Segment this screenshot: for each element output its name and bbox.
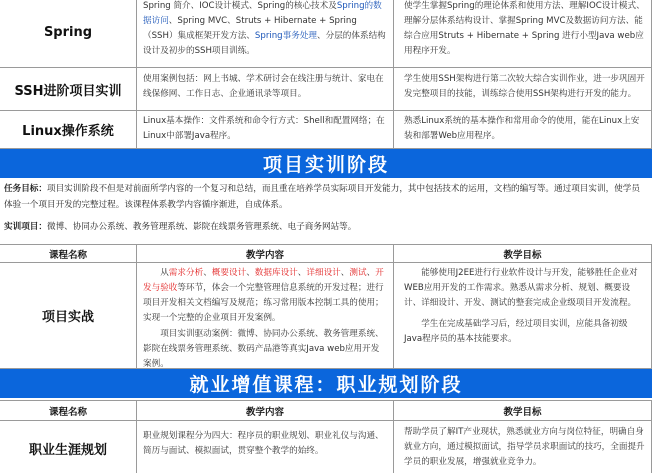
header-label: 课程名称 — [48, 406, 87, 418]
content-text-segment: 、 — [340, 268, 350, 278]
course-goal-text: 帮助学员了解IT产业现状，熟悉就业方向与岗位特征，明确自身就业方向，通过模拟面试，指导学员求职面试的技巧，全面提升学员的职业发展，增强就业竞争力。 — [404, 427, 645, 467]
content-text-segment: 、 — [366, 268, 376, 278]
header-content — [136, 244, 394, 263]
content-text-segment: 、Spring MVC、Struts + Hibernate + Spring（SSH）集成框架开发方法、 — [143, 16, 357, 41]
header-goal — [393, 244, 652, 263]
task-goal-text: 项目实训阶段不但是对前面所学内容的一个复习和总结，而且重在培养学员实际项目开发能力，其中包括技术的运用，文档的编写等。通过项目实训，使学员体验一个项目开发的完整过程。该课程体系教学内容循序渐进，自成体系。 — [4, 184, 640, 210]
header-label: 教学目标 — [503, 406, 542, 418]
highlight-text: 开发与验收 — [143, 268, 384, 293]
course-content-spring — [136, 0, 394, 68]
practice-projects-label: 实训项目： — [4, 222, 47, 232]
content-text-segment: 、分层的体系结构设计及初步的SSH项目训练。 — [143, 31, 386, 56]
header-course-name — [0, 400, 137, 421]
course-name-label: 职业生涯规划 — [28, 442, 107, 458]
course-content-text: 使用案例包括：网上书城、学术研讨会在线注册与统计、家电在线保修网、工作日志、企业通讯录等项目。 — [143, 74, 384, 99]
course-goal-ssh — [393, 67, 652, 111]
stage-banner-project — [0, 149, 652, 178]
highlight-text: Spring事务处理 — [254, 31, 318, 41]
content-text-segment: 、 — [297, 268, 307, 278]
course-content-project — [136, 262, 394, 369]
header-label: 课程名称 — [48, 249, 87, 261]
header-label: 教学内容 — [245, 249, 284, 261]
stage-banner-title: 项目实训阶段 — [262, 154, 389, 176]
course-content-linux — [136, 110, 394, 149]
content-text-segment: Spring 简介、IOC设计模式、Spring的核心技术及 — [143, 1, 337, 11]
highlight-text: 数据库设计 — [254, 268, 298, 278]
course-content-career — [136, 420, 394, 473]
content-text-segment: 从 — [160, 268, 169, 278]
course-content-text: 职业规划课程分为四大：程序员的职业规划、职业礼仪与沟通、简历与面试、模拟面试，贯穿整个教学的始终。 — [143, 431, 384, 456]
header-label: 教学目标 — [503, 249, 542, 261]
task-goal-label: 任务目标： — [4, 184, 47, 194]
course-name-spring — [0, 0, 137, 68]
course-goal-project — [393, 262, 652, 369]
course-name-label: SSH进阶项目实训 — [14, 83, 122, 99]
course-content-text: Linux基本操作：文件系统和命令行方式：Shell和配置网络；在Linux中部署Java程序。 — [143, 116, 385, 141]
course-goal-text-2: 学生在完成基础学习后，经过项目实训，应能具备初级Java程序员的基本技能要求。 — [404, 319, 628, 344]
course-goal-spring — [393, 0, 652, 68]
course-content-text — [143, 1, 386, 56]
course-name-ssh — [0, 67, 137, 111]
header-label: 教学内容 — [245, 406, 284, 418]
header-course-name — [0, 244, 137, 263]
header-content — [136, 400, 394, 421]
course-goal-linux — [393, 110, 652, 149]
highlight-text: 测试 — [349, 268, 367, 278]
stage-banner-title: 就业增值课程：职业规划阶段 — [189, 374, 463, 396]
highlight-text: 详细设计 — [306, 268, 341, 278]
task-goal — [4, 181, 648, 213]
highlight-text: 概要设计 — [211, 268, 247, 278]
practice-projects — [4, 219, 648, 235]
content-text-segment: 、 — [246, 268, 255, 278]
highlight-text: 需求分析 — [168, 268, 204, 278]
course-name-project — [0, 262, 137, 369]
stage-banner-career — [0, 369, 652, 398]
course-goal-text: 使学生掌握Spring的理论体系和使用方法、理解IOC设计模式、理解分层体系结构设计、掌握Spring MVC及数据访问方法、能综合应用Struts + Hibernate + Spring 进行小型Java web应用程序开发。 — [404, 1, 645, 56]
content-text-segment: 、 — [203, 268, 212, 278]
course-content-text — [143, 266, 387, 326]
course-name-label: 项目实战 — [41, 310, 94, 325]
course-goal-text: 学生使用SSH架构进行第二次较大综合实训作业，进一步巩固开发完整项目的技能，训练综合使用SSH架构进行开发的能力。 — [404, 74, 645, 99]
course-name-label: Linux操作系统 — [22, 124, 114, 139]
course-name-career — [0, 420, 137, 473]
header-goal — [393, 400, 652, 421]
course-name-label: Spring — [43, 24, 93, 40]
course-content-ssh — [136, 67, 394, 111]
practice-projects-text: 微博、协同办公系统、教务管理系统、影院在线票务管理系统、电子商务网站等。 — [46, 222, 357, 232]
course-goal-career — [393, 420, 652, 473]
content-text-segment: 等环节，体会一个完整管理信息系统的开发过程；进行项目开发相关文档编写及规范；练习常用版本控制工具的使用；实现一个完整的企业项目开发案例。 — [143, 283, 384, 323]
highlight-text: Spring的数据访问 — [143, 1, 382, 26]
course-goal-text: 熟悉Linux系统的基本操作和常用命令的使用，能在Linux上安装和部署Web应用程序。 — [404, 116, 640, 141]
course-goal-text: 能够使用J2EE进行行业软件设计与开发，能够胜任企业对WEB应用开发的工作需求。熟悉从需求分析、规划、概要设计、详细设计、开发、测试的整套完成企业级项目开发流程。 — [404, 268, 638, 308]
course-content-text-2: 项目实训驱动案例：微博、协同办公系统、教务管理系统、影院在线票务管理系统、数码产品港等真实Java web应用开发案例。 — [143, 329, 384, 369]
course-name-linux — [0, 110, 137, 149]
